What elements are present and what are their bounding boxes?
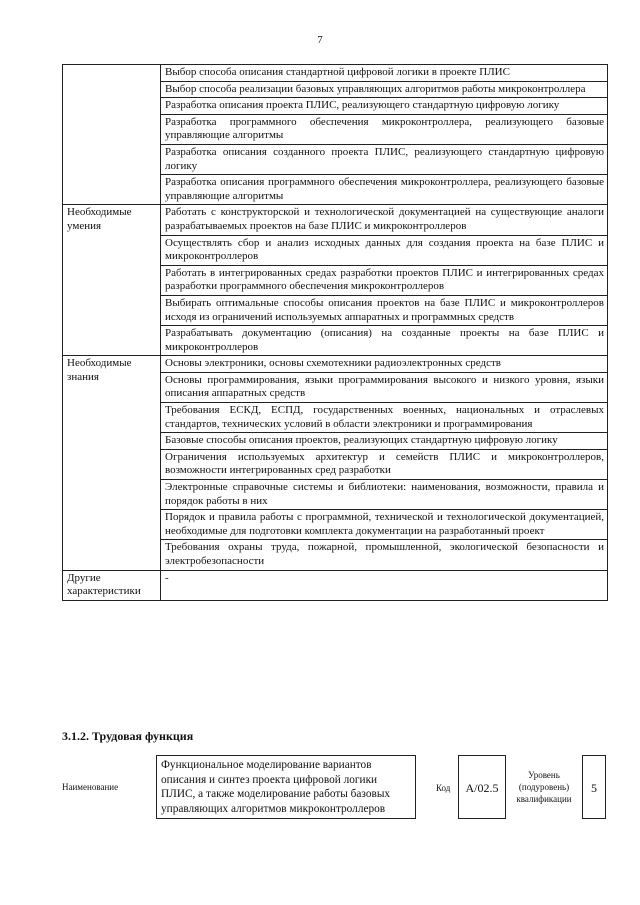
table-cell: Разработка описания проекта ПЛИС, реализующего стандартную цифровую логику xyxy=(161,98,608,115)
table-row xyxy=(63,65,608,82)
table-cell: Основы программирования, языки программирования высокого и низкого уровня, языки описания аппаратных средств xyxy=(161,372,608,402)
table-cell: Ограничения используемых архитектур и семейств ПЛИС и микроконтроллеров, возможности интегрированных сред разработки xyxy=(161,449,608,479)
section-heading: 3.1.2. Трудовая функция xyxy=(62,729,194,743)
table-row xyxy=(63,205,608,235)
table-cell: Разработка описания программного обеспечения микроконтроллера, реализующего базовые управляющие алгоритмы xyxy=(161,175,608,205)
table-cell: Выбирать оптимальные способы описания проектов на базе ПЛИС и микроконтроллеров исходя из ограничений используемых аппаратных и программных средств xyxy=(161,295,608,325)
row-group-label: Необходимые умения xyxy=(63,205,161,356)
table-cell: - xyxy=(161,570,608,600)
table-cell: Электронные справочные системы и библиотеки: наименования, возможности, правила и порядок работы в них xyxy=(161,480,608,510)
table-cell: Требования охраны труда, пожарной, промышленной, экологической безопасности и электробезопасности xyxy=(161,540,608,570)
table-cell: Порядок и правила работы с программной, технической и технологической документацией, необходимые для подготовки комплекта документации на разработанный проект xyxy=(161,510,608,540)
code-label: Код xyxy=(436,783,451,793)
table-cell: Выбор способа реализации базовых управляющих алгоритмов работы микроконтроллера xyxy=(161,81,608,98)
name-label: Наименование xyxy=(62,782,119,792)
table-cell: Основы электроники, основы схемотехники радиоэлектронных средств xyxy=(161,356,608,373)
labor-function-row xyxy=(62,755,608,821)
qualification-level-label: Уровень (подуровень) квалификации xyxy=(516,770,572,804)
table-cell: Работать с конструкторской и технологической документацией на существующие аналоги разрабатываемых проектов на базе ПЛИС и микроконтроллеров xyxy=(161,205,608,235)
competency-table xyxy=(62,64,608,601)
table-row xyxy=(63,570,608,600)
table-cell: Требования ЕСКД, ЕСПД, государственных военных, национальных и отраслевых стандартов, технических условий в области электроники и программирования xyxy=(161,403,608,433)
table-cell: Разработка программного обеспечения микроконтроллера, реализующего базовые управляющие алгоритмы xyxy=(161,114,608,144)
row-group-label: Другие характеристики xyxy=(63,570,161,600)
row-group-label: Необходимые знания xyxy=(63,356,161,570)
table-cell: Базовые способы описания проектов, реализующих стандартную цифровую логику xyxy=(161,433,608,450)
function-name-value: Функциональное моделирование вариантов описания и синтез проекта цифровой логики ПЛИС, а также моделирование работы базовых управляющих алгоритмов микроконтроллеров xyxy=(156,755,416,819)
table-cell: Выбор способа описания стандартной цифровой логики в проекте ПЛИС xyxy=(161,65,608,82)
code-value: A/02.5 xyxy=(458,755,506,819)
table-row xyxy=(63,356,608,373)
table-cell: Разработка описания созданного проекта ПЛИС, реализующего стандартную цифровую логику xyxy=(161,144,608,174)
table-cell: Разрабатывать документацию (описания) на созданные проекты на базе ПЛИС и микроконтроллеров xyxy=(161,326,608,356)
table-cell: Осуществлять сбор и анализ исходных данных для создания проекта на базе ПЛИС и микроконтроллеров xyxy=(161,235,608,265)
qualification-level-value: 5 xyxy=(582,755,606,819)
row-group-label xyxy=(63,65,161,205)
table-cell: Работать в интегрированных средах разработки проектов ПЛИС и интегрированных средах разработки программного обеспечения микроконтроллеров xyxy=(161,265,608,295)
page-number: 7 xyxy=(317,34,323,46)
